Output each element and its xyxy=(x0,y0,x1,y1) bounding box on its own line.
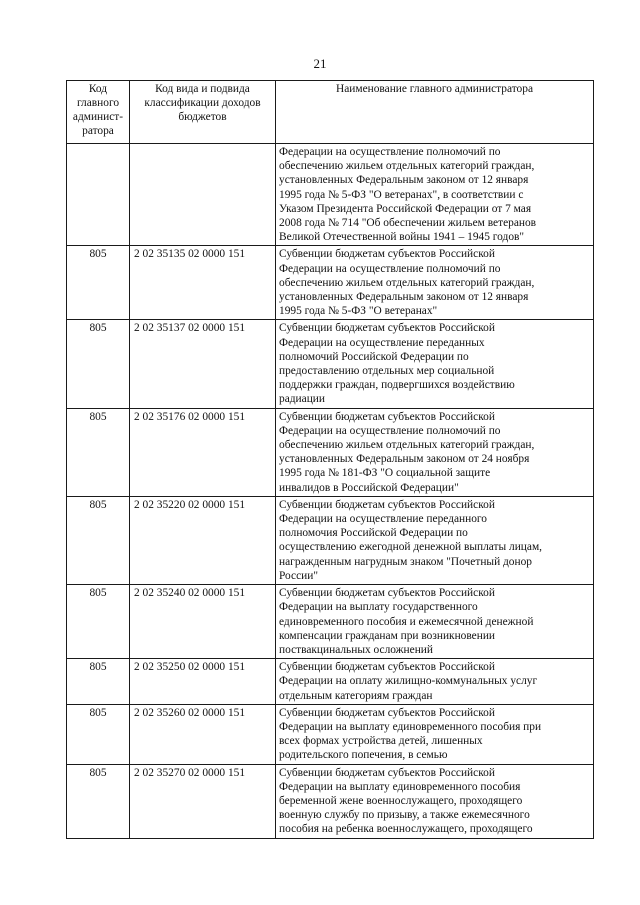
table-row xyxy=(67,704,594,764)
classification-code-cell: 2 02 35240 02 0000 151 xyxy=(130,585,276,659)
table-row xyxy=(67,144,594,246)
description-line: инвалидов в Российской Федерации" xyxy=(279,481,459,494)
classification-code-cell xyxy=(130,144,276,246)
admin-code-cell: 805 xyxy=(67,764,130,838)
admin-code-cell: 805 xyxy=(67,320,130,408)
admin-code-cell: 805 xyxy=(67,496,130,584)
table-row xyxy=(67,246,594,320)
description-line: родительского попечения, в семью xyxy=(279,749,448,762)
admin-code-cell xyxy=(67,144,130,246)
revenue-classification-table xyxy=(66,80,594,839)
classification-code-cell: 2 02 35270 02 0000 151 xyxy=(130,764,276,838)
description-line: пособия на ребенка военнослужащего, проходящего xyxy=(279,823,533,836)
admin-code-cell: 805 xyxy=(67,704,130,764)
description-line: Федерации на осуществление полномочий по xyxy=(279,262,501,275)
admin-code-cell: 805 xyxy=(67,659,130,705)
table-row xyxy=(67,659,594,705)
description-line: всех формах устройства детей, лишенных xyxy=(279,735,483,748)
header-line: главного xyxy=(76,97,120,109)
admin-name-cell xyxy=(276,704,594,764)
description-line: 1995 года № 5-ФЗ "О ветеранах" xyxy=(279,305,438,318)
admin-name-cell xyxy=(276,659,594,705)
admin-name-cell xyxy=(276,585,594,659)
description-line: Федерации на осуществление полномочий по xyxy=(279,146,501,158)
classification-code-cell: 2 02 35250 02 0000 151 xyxy=(130,659,276,705)
description-line: Федерации на выплату единовременного пособия при xyxy=(279,720,542,733)
classification-code-cell: 2 02 35260 02 0000 151 xyxy=(130,704,276,764)
admin-code-cell: 805 xyxy=(67,246,130,320)
header-line: классификации доходов xyxy=(144,97,261,109)
description-line: установленных Федеральным законом от 12 января xyxy=(279,291,529,304)
table-body xyxy=(67,144,594,839)
admin-name-cell xyxy=(276,764,594,838)
description-line: 2008 года № 714 "Об обеспечении жильем ветеранов xyxy=(279,217,537,230)
description-line: беременной жене военнослужащего, проходящего xyxy=(279,794,523,807)
admin-code-cell: 805 xyxy=(67,408,130,496)
table-row xyxy=(67,408,594,496)
description-line: военную службу по призыву, а также ежемесячного xyxy=(279,809,530,822)
description-line: Указом Президента Российской Федерации от 7 мая xyxy=(279,202,532,215)
admin-code-cell: 805 xyxy=(67,585,130,659)
description-line: Субвенции бюджетам субъектов Российской xyxy=(279,587,495,600)
header-line: Код xyxy=(88,83,108,95)
header-line: Код вида и подвида xyxy=(155,83,250,95)
description-line: Субвенции бюджетам субъектов Российской xyxy=(279,498,495,511)
admin-name-cell xyxy=(276,246,594,320)
description-line: полномочий Российской Федерации по xyxy=(279,350,469,363)
description-line: Субвенции бюджетам субъектов Российской xyxy=(279,661,495,674)
description-line: обеспечению жильем отдельных категорий граждан, xyxy=(279,439,535,452)
description-line: Великой Отечественной войны 1941 – 1945 годов" xyxy=(279,231,525,244)
admin-name-cell xyxy=(276,144,594,246)
description-line: компенсации гражданам при возникновении xyxy=(279,629,496,642)
description-line: радиации xyxy=(279,393,325,406)
description-line: Федерации на осуществление полномочий по xyxy=(279,424,501,437)
table-row xyxy=(67,764,594,838)
header-classification-code xyxy=(130,81,276,144)
classification-code-cell: 2 02 35135 02 0000 151 xyxy=(130,246,276,320)
header-admin-code xyxy=(67,81,130,144)
admin-name-cell xyxy=(276,320,594,408)
header-line: ратора xyxy=(82,125,114,137)
header-line: бюджетов xyxy=(178,111,227,123)
page-number: 21 xyxy=(313,56,327,71)
description-line: Федерации на осуществление переданных xyxy=(279,336,485,349)
description-line: Субвенции бюджетам субъектов Российской xyxy=(279,410,495,423)
header-admin-name xyxy=(276,81,594,144)
admin-name-cell xyxy=(276,496,594,584)
description-line: обеспечению жильем отдельных категорий граждан, xyxy=(279,160,535,173)
description-line: Субвенции бюджетам субъектов Российской xyxy=(279,766,495,779)
description-line: предоставлению отдельных мер социальной xyxy=(279,365,495,378)
header-line: админист- xyxy=(72,111,124,123)
description-line: России" xyxy=(279,569,318,582)
description-line: осуществлению ежегодной денежной выплаты лицам, xyxy=(279,541,543,554)
description-line: обеспечению жильем отдельных категорий граждан, xyxy=(279,276,535,289)
description-line: полномочия Российской Федерации по xyxy=(279,527,468,540)
table-header-row xyxy=(67,81,594,144)
description-line: Субвенции бюджетам субъектов Российской xyxy=(279,706,495,719)
description-line: 1995 года № 181-ФЗ "О социальной защите xyxy=(279,467,491,480)
description-line: 1995 года № 5-ФЗ "О ветеранах", в соответствии с xyxy=(279,188,524,201)
description-line: отдельным категориям граждан xyxy=(279,689,433,702)
description-line: Субвенции бюджетам субъектов Российской xyxy=(279,248,495,261)
description-line: Федерации на осуществление переданного xyxy=(279,513,488,526)
table-row xyxy=(67,320,594,408)
description-line: Федерации на выплату единовременного пособия xyxy=(279,780,521,793)
admin-name-cell xyxy=(276,408,594,496)
description-line: Федерации на выплату государственного xyxy=(279,601,478,614)
description-line: поддержки граждан, подвергшихся воздействию xyxy=(279,379,515,392)
classification-code-cell: 2 02 35137 02 0000 151 xyxy=(130,320,276,408)
classification-code-cell: 2 02 35176 02 0000 151 xyxy=(130,408,276,496)
description-line: Федерации на оплату жилищно-коммунальных услуг xyxy=(279,675,538,688)
description-line: установленных Федеральным законом от 12 января xyxy=(279,174,529,187)
header-line: Наименование главного администратора xyxy=(336,83,533,95)
description-line: награжденным нагрудным знаком "Почетный донор xyxy=(279,555,532,568)
description-line: установленных Федеральным законом от 24 ноября xyxy=(279,453,530,466)
description-line: Субвенции бюджетам субъектов Российской xyxy=(279,322,495,335)
classification-code-cell: 2 02 35220 02 0000 151 xyxy=(130,496,276,584)
description-line: единовременного пособия и ежемесячной денежной xyxy=(279,615,534,628)
table-row xyxy=(67,496,594,584)
table-row xyxy=(67,585,594,659)
description-line: поствакцинальных осложнений xyxy=(279,643,433,656)
